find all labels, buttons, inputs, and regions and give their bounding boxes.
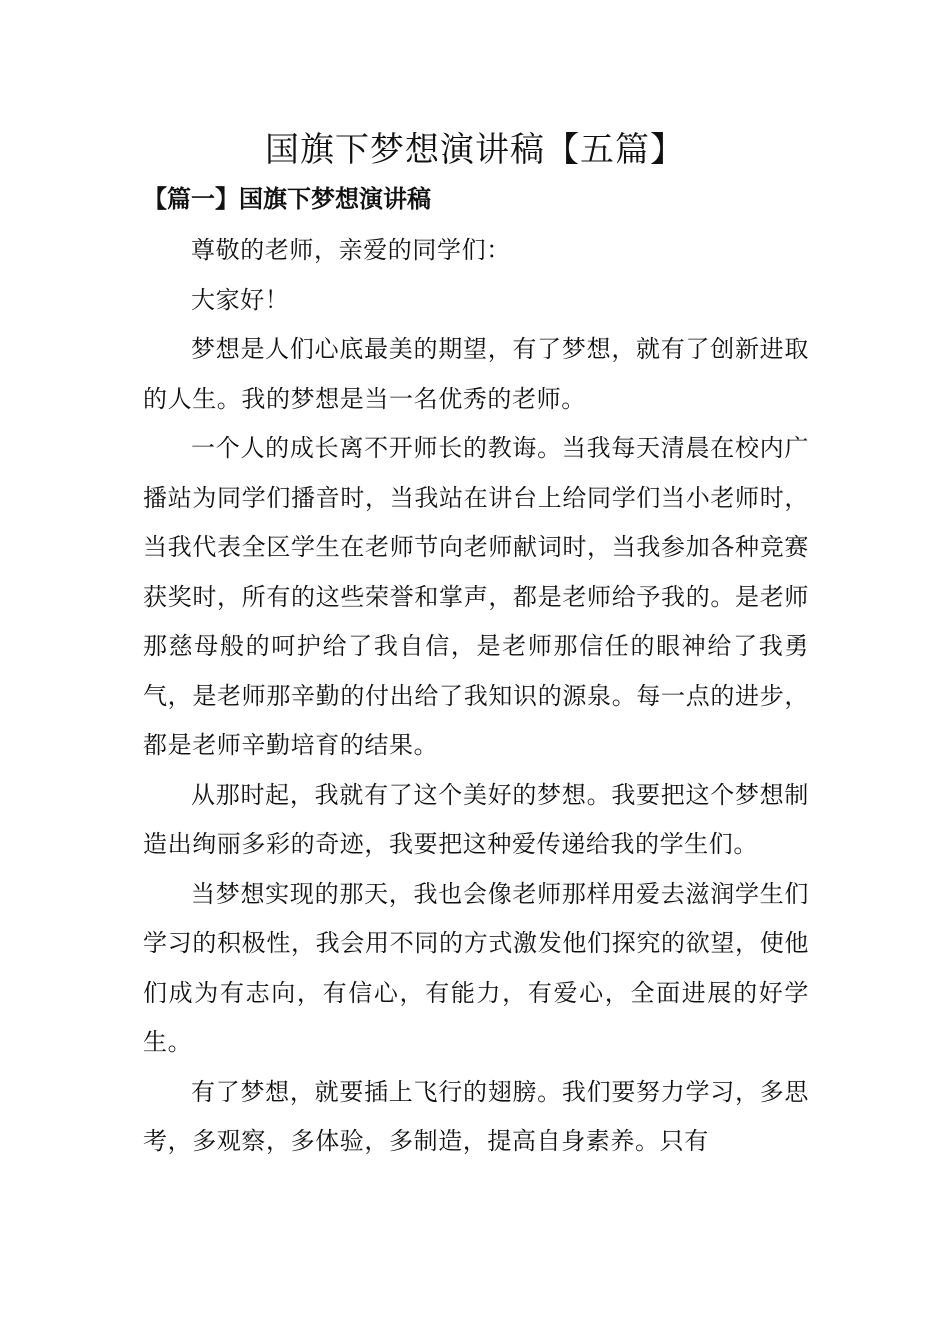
paragraph-salutation: 尊敬的老师，亲爱的同学们： [191,236,511,264]
document-body [143,226,809,1167]
document-title: 国旗下梦想演讲稿【五篇】 [265,130,685,170]
paragraph-greeting: 大家好！ [191,285,290,314]
section-heading: 【篇一】国旗下梦想演讲稿 [143,184,431,213]
paragraph: 梦想是人们心底最美的期望，有了梦想，就有了创新进取的人生。我的梦想是当一名优秀的老师。 [143,335,809,413]
paragraph: 从那时起，我就有了这个美好的梦想。我要把这个梦想制造出绚丽多彩的奇迹，我要把这种爱传递给我的学生们。 [143,780,809,858]
paragraph: 当梦想实现的那天，我也会像老师那样用爱去滋润学生们学习的积极性，我会用不同的方式激发他们探究的欲望，使他们成为有志向，有信心，有能力，有爱心，全面进展的好学生。 [143,879,809,1056]
paragraph: 一个人的成长离不开师长的教诲。当我每天清晨在校内广播站为同学们播音时，当我站在讲台上给同学们当小老师时，当我代表全区学生在老师节向老师献词时，当我参加各种竞赛获奖时，所有的这些荣誉和掌声，都是老师给予我的。是老师那慈母般的呵护给了我自信，是老师那信任的眼神给了我勇气，是老师那辛勤的付出给了我知识的源泉。每一点的进步，都是老师辛勤培育的结果。 [143,434,809,759]
paragraph: 有了梦想，就要插上飞行的翅膀。我们要努力学习，多思考，多观察，多体验，多制造，提高自身素养。只有 [143,1077,809,1155]
